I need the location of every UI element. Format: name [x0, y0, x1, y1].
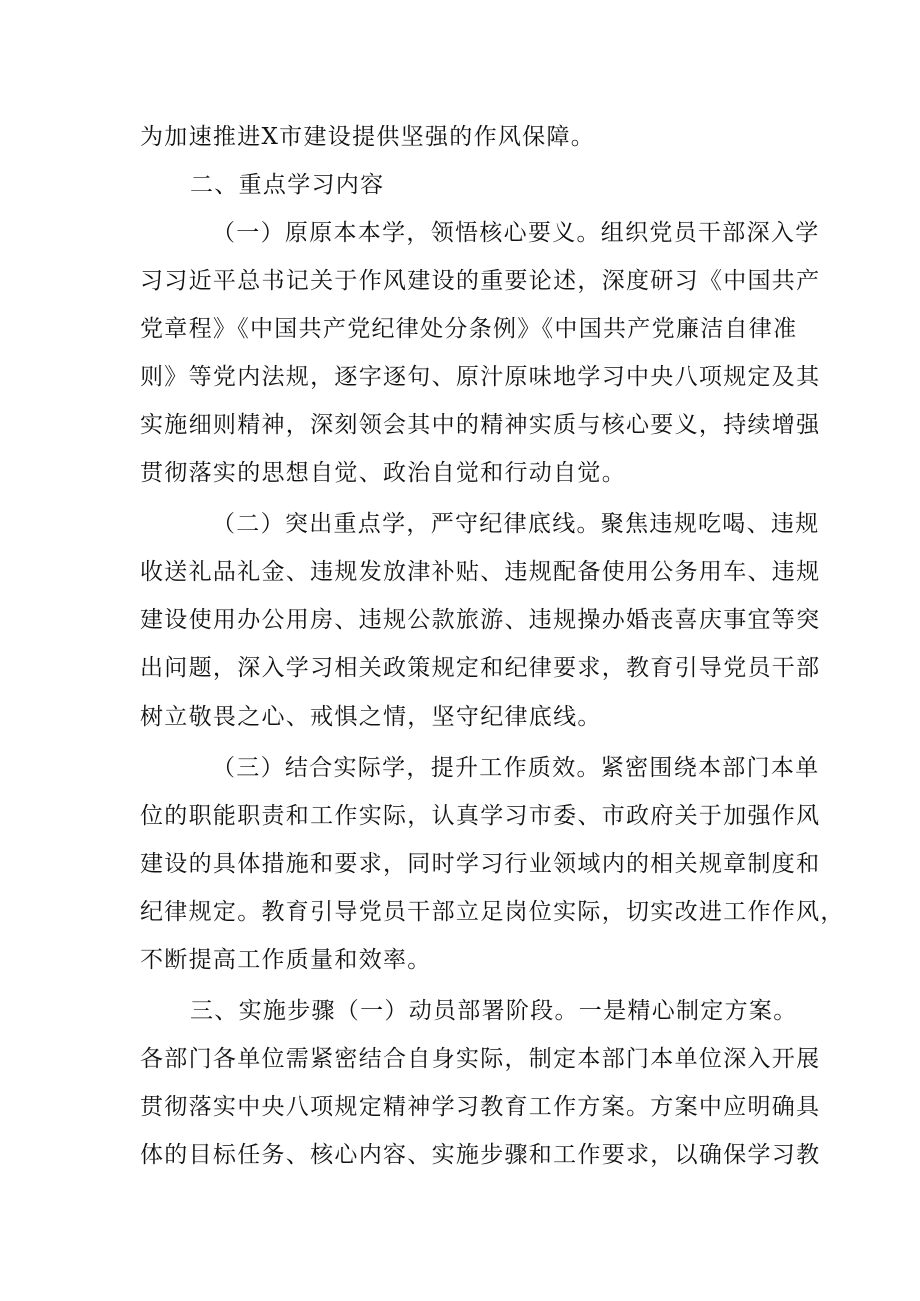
subsection-line: （一）原原本本学，领悟核心要义。组织党员干部深入学 — [212, 220, 820, 246]
paragraph-line: 贯彻落实中央八项规定精神学习教育工作方案。方案中应明确具 — [140, 1094, 821, 1120]
paragraph-line: 位的职能职责和工作实际，认真学习市委、市政府关于加强作风 — [140, 803, 821, 829]
section-heading: 二、重点学习内容 — [190, 172, 385, 198]
paragraph-line: 习习近平总书记关于作风建设的重要论述，深度研习《中国共产 — [140, 268, 821, 294]
paragraph-line: 树立敬畏之心、戒惧之情，坚守纪律底线。 — [140, 704, 602, 730]
subsection-line: （三）结合实际学，提升工作质效。紧密围绕本部门本单 — [212, 755, 820, 781]
paragraph-line: 收送礼品礼金、违规发放津补贴、违规配备使用公务用车、违规 — [140, 559, 821, 585]
paragraph-line: 实施细则精神，深刻领会其中的精神实质与核心要义，持续增强 — [140, 412, 821, 438]
paragraph-line: 出问题，深入学习相关政策规定和纪律要求，教育引导党员干部 — [140, 655, 821, 681]
paragraph-line: 体的目标任务、核心内容、实施步骤和工作要求，以确保学习教 — [140, 1142, 821, 1168]
paragraph-line: 为加速推进X市建设提供坚强的作风保障。 — [140, 124, 596, 150]
paragraph-line: 纪律规定。教育引导党员干部立足岗位实际，切实改进工作作风， — [140, 899, 845, 925]
paragraph-line: 不断提高工作质量和效率。 — [140, 947, 432, 973]
paragraph-line: 建设使用办公用房、违规公款旅游、违规操办婚丧喜庆事宜等突 — [140, 607, 821, 633]
section-heading: 三、实施步骤（一）动员部署阶段。一是精心制定方案。 — [190, 998, 798, 1024]
paragraph-line: 则》等党内法规，逐字逐句、原汁原味地学习中央八项规定及其 — [140, 364, 821, 390]
paragraph-line: 贯彻落实的思想自觉、政治自觉和行动自觉。 — [140, 460, 626, 486]
subsection-line: （二）突出重点学，严守纪律底线。聚焦违规吃喝、违规 — [212, 511, 820, 537]
paragraph-line: 各部门各单位需紧密结合自身实际，制定本部门本单位深入开展 — [140, 1046, 821, 1072]
paragraph-line: 党章程》《中国共产党纪律处分条例》《中国共产党廉洁自律准 — [140, 316, 798, 342]
paragraph-line: 建设的具体措施和要求，同时学习行业领域内的相关规章制度和 — [140, 851, 821, 877]
